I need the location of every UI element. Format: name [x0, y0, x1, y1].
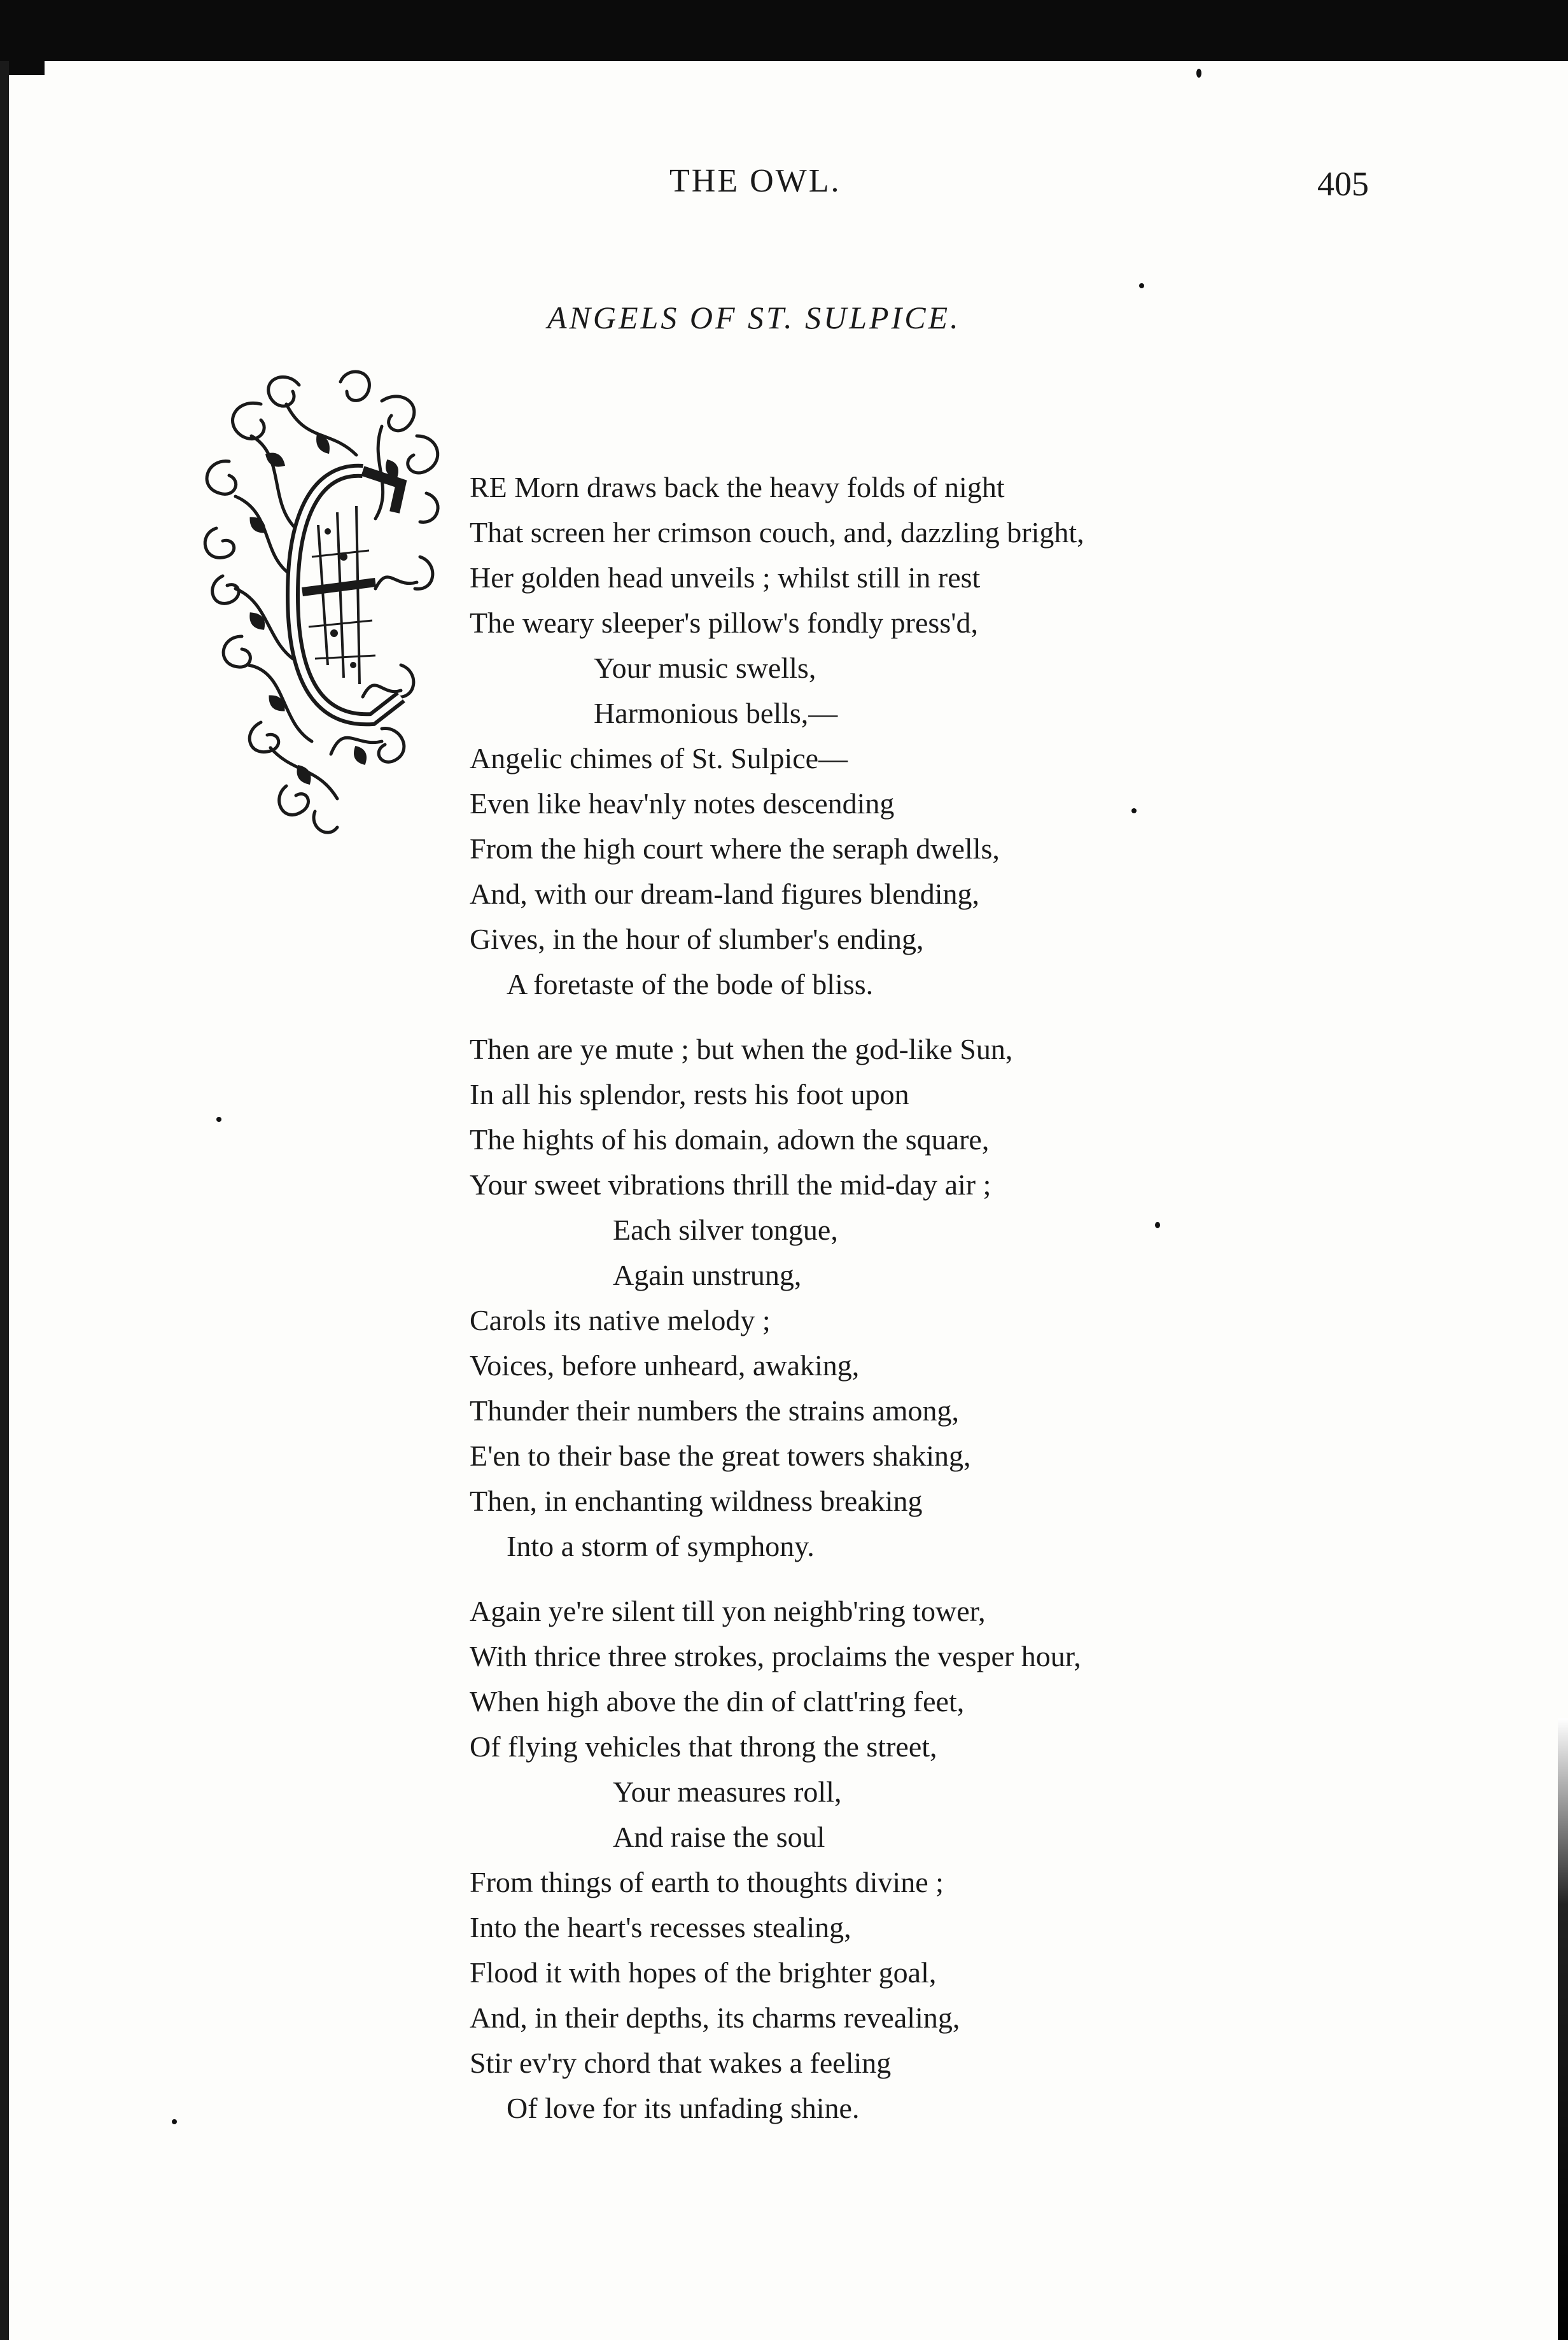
poem-line: And raise the soul	[613, 1821, 825, 1853]
poem-line: A foretaste of the bode of bliss.	[507, 968, 874, 1000]
scan-border-right	[1558, 1718, 1568, 2340]
poem-line: E'en to their base the great towers shaking,	[470, 1440, 971, 1472]
poem-line: In all his splendor, rests his foot upon	[470, 1078, 909, 1110]
poem-line: RE Morn draws back the heavy folds of night	[470, 471, 1005, 503]
poem-line: Thunder their numbers the strains among,	[470, 1394, 960, 1427]
poem-title: ANGELS OF ST. SULPICE.	[547, 300, 961, 335]
poem-line: Harmonious bells,—	[594, 697, 838, 729]
poem-line: Into a storm of symphony.	[507, 1530, 815, 1562]
poem-line: Of love for its unfading shine.	[507, 2092, 860, 2124]
scan-speck	[216, 1117, 221, 1122]
poem-line: Gives, in the hour of slumber's ending,	[470, 923, 924, 955]
poem-line: When high above the din of clatt'ring feet,	[470, 1685, 965, 1718]
poem-line: Of flying vehicles that throng the street,	[470, 1730, 937, 1763]
scan-speck	[1196, 69, 1201, 78]
poem-line: Her golden head unveils ; whilst still in rest	[470, 561, 981, 594]
poem-line: Even like heav'nly notes descending	[470, 787, 895, 820]
poem-line: The weary sleeper's pillow's fondly press'd,	[470, 606, 979, 639]
scan-border-top	[0, 0, 1568, 61]
poem-body	[470, 465, 1551, 2131]
poem-line: And, with our dream-land figures blending,	[470, 878, 979, 910]
scan-speck	[172, 2119, 177, 2124]
stanza-3	[470, 1588, 1551, 2131]
poem-line: The hights of his domain, adown the square,	[470, 1123, 990, 1156]
poem-line: Into the heart's recesses stealing,	[470, 1911, 851, 1944]
ornamental-initial	[191, 366, 458, 850]
poem-line: Your music swells,	[594, 652, 816, 684]
poem-line: Angelic chimes of St. Sulpice—	[470, 742, 848, 774]
scan-border-left	[0, 61, 9, 2340]
poem-line: Flood it with hopes of the brighter goal,	[470, 1956, 937, 1989]
poem-line: Then are ye mute ; but when the god-like Sun,	[470, 1033, 1013, 1065]
poem-line: Again ye're silent till yon neighb'ring tower,	[470, 1595, 986, 1627]
poem-line: Carols its native melody ;	[470, 1304, 771, 1336]
running-head: THE OWL.	[669, 163, 841, 199]
poem-line: Your measures roll,	[613, 1776, 842, 1808]
poem-line: Each silver tongue,	[613, 1214, 838, 1246]
poem-line: Stir ev'ry chord that wakes a feeling	[470, 2047, 892, 2079]
poem-line: Then, in enchanting wildness breaking	[470, 1485, 923, 1517]
poem-line: Voices, before unheard, awaking,	[470, 1349, 860, 1382]
poem-line: Again unstrung,	[613, 1259, 802, 1291]
stanza-1	[470, 465, 1551, 1007]
poem-line: From the high court where the seraph dwells,	[470, 832, 1000, 865]
page-number: 405	[1317, 165, 1369, 203]
poem-line: From things of earth to thoughts divine ;	[470, 1866, 944, 1898]
poem-line: Your sweet vibrations thrill the mid-day air ;	[470, 1168, 991, 1201]
poem-line: That screen her crimson couch, and, dazzling bright,	[470, 516, 1084, 549]
scan-speck	[1139, 283, 1144, 288]
poem-line: And, in their depths, its charms revealing,	[470, 2001, 960, 2034]
poem-line: With thrice three strokes, proclaims the vesper hour,	[470, 1640, 1081, 1672]
stanza-2	[470, 1026, 1551, 1569]
